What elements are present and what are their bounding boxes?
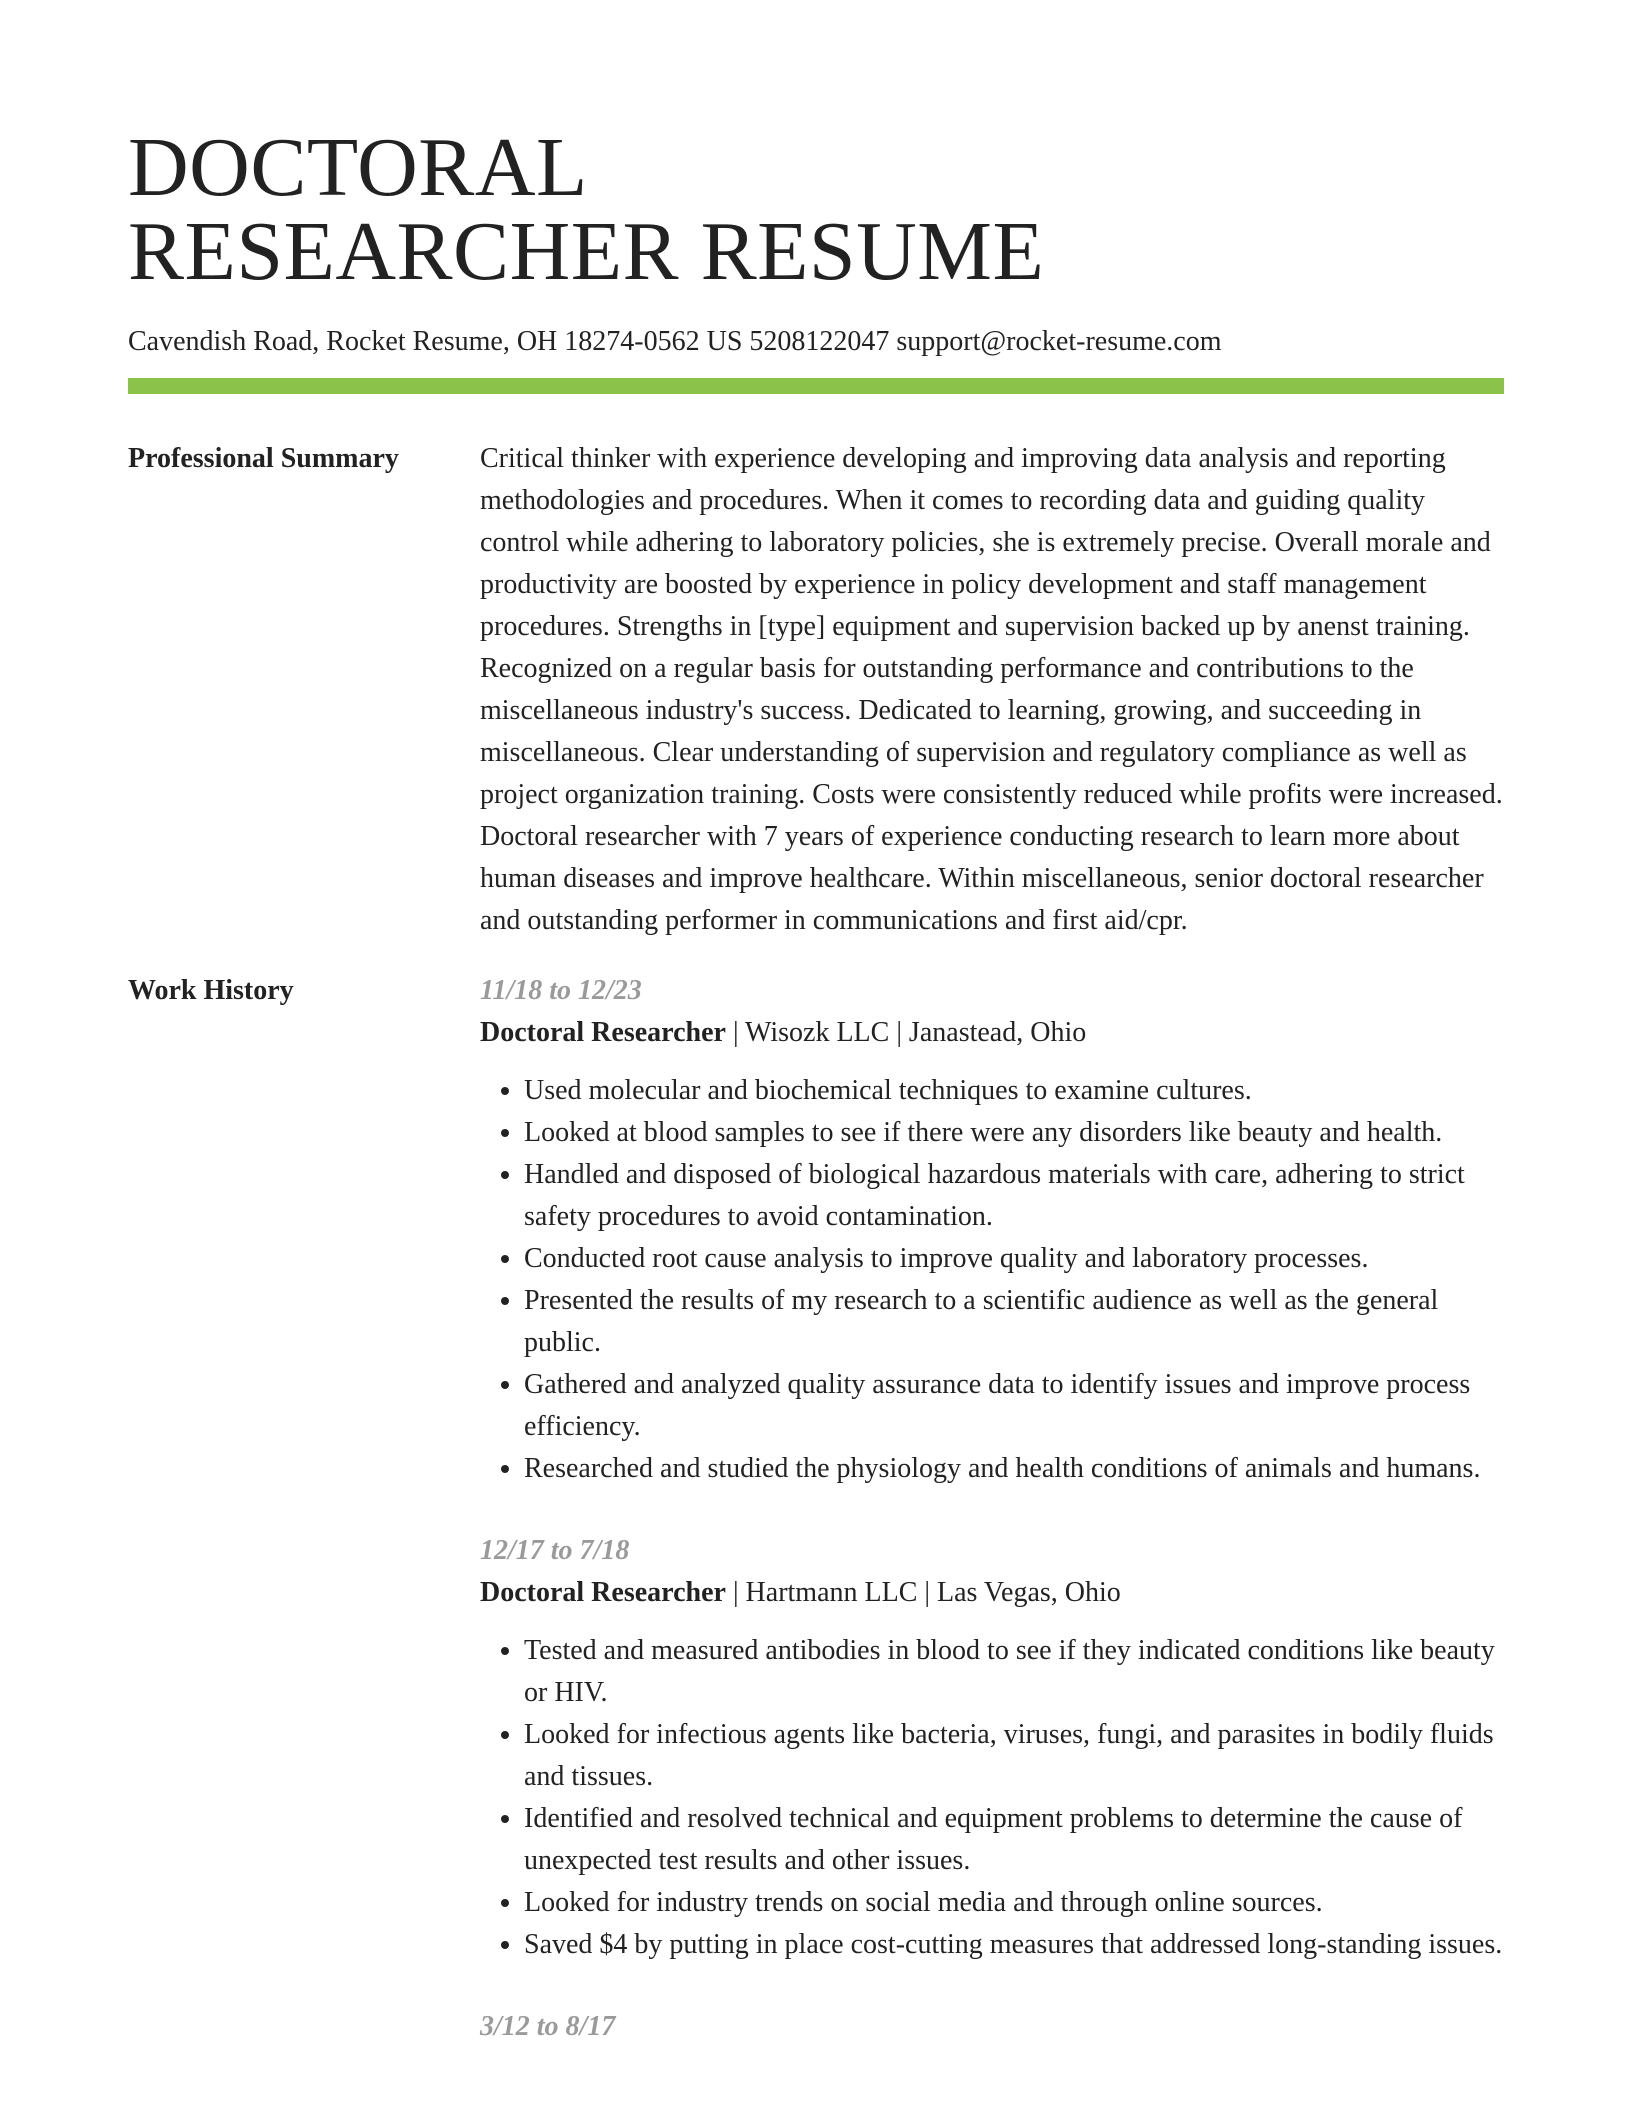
title-line-1: DOCTORAL <box>128 121 588 214</box>
job-bullet: • Looked for industry trends on social media and through online sources. <box>524 1882 1504 1924</box>
job-heading <box>480 1572 1504 1614</box>
job-bullet: • Looked at blood samples to see if there were any disorders like beauty and health. <box>524 1112 1504 1154</box>
job-entry <box>480 970 1504 1490</box>
work-history-body <box>480 970 1504 2088</box>
job-company-location: | Wisozk LLC | Janastead, Ohio <box>725 1017 1087 1048</box>
job-bullet: • Used molecular and biochemical techniques to examine cultures. <box>524 1070 1504 1112</box>
job-bullet: • Looked for infectious agents like bacteria, viruses, fungi, and parasites in bodily fluids and tissues. <box>524 1714 1504 1798</box>
job-title: Doctoral Researcher <box>480 1017 726 1048</box>
job-bullet: • Identified and resolved technical and equipment problems to determine the cause of unexpected test results and other issues. <box>524 1798 1504 1882</box>
job-company-location: | Hartmann LLC | Las Vegas, Ohio <box>725 1577 1121 1608</box>
job-title: Doctoral Researcher <box>480 1577 726 1608</box>
job-entry <box>480 1530 1504 1966</box>
section-label-work-history: Work History <box>128 975 294 1006</box>
job-entry <box>480 2006 1504 2048</box>
job-bullets <box>480 1630 1504 1966</box>
job-bullets <box>480 1070 1504 1490</box>
contact-line: Cavendish Road, Rocket Resume, OH 18274-0562 US 5208122047 support@rocket-resume.com <box>128 326 1222 357</box>
section-professional-summary <box>128 438 1504 942</box>
job-dates: 11/18 to 12/23 <box>480 975 642 1006</box>
section-work-history <box>128 970 1504 2088</box>
header-accent-rule <box>128 378 1504 394</box>
job-heading <box>480 1012 1504 1054</box>
job-bullet: • Presented the results of my research to a scientific audience as well as the general public. <box>524 1280 1504 1364</box>
summary-body <box>480 438 1504 942</box>
resume-title <box>128 121 1504 298</box>
job-bullet: • Handled and disposed of biological hazardous materials with care, adhering to strict safety procedures to avoid contamination. <box>524 1154 1504 1238</box>
job-dates: 12/17 to 7/18 <box>480 1535 630 1566</box>
job-dates: 3/12 to 8/17 <box>480 2011 616 2042</box>
section-label-summary: Professional Summary <box>128 443 399 474</box>
job-bullet: • Gathered and analyzed quality assurance data to identify issues and improve process efficiency. <box>524 1364 1504 1448</box>
job-bullet: • Tested and measured antibodies in blood to see if they indicated conditions like beauty or HIV. <box>524 1630 1504 1714</box>
job-bullet: • Conducted root cause analysis to improve quality and laboratory processes. <box>524 1238 1504 1280</box>
job-bullet: • Saved $4 by putting in place cost-cutting measures that addressed long-standing issues. <box>524 1924 1504 1966</box>
title-line-2: RESEARCHER RESUME <box>128 205 1045 298</box>
summary-text: Critical thinker with experience developing and improving data analysis and reporting methodologies and procedures. When it comes to recording data and guiding quality control while adhering to laboratory policies, she is extremely precise. Overall morale and productivity are boosted by experience in policy development and staff management procedures. Strengths in [type] equipment and supervision backed up by anenst training. Recognized on a regular basis for outstanding performance and contributions to the miscellaneous industry's success. Dedicated to learning, growing, and succeeding in miscellaneous. Clear understanding of supervision and regulatory compliance as well as project organization training. Costs were consistently reduced while profits were increased. Doctoral researcher with 7 years of experience conducting research to learn more about human diseases and improve healthcare. Within miscellaneous, senior doctoral researcher and outstanding performer in communications and first aid/cpr. <box>480 443 1503 936</box>
job-bullet: • Researched and studied the physiology and health conditions of animals and humans. <box>524 1448 1504 1490</box>
